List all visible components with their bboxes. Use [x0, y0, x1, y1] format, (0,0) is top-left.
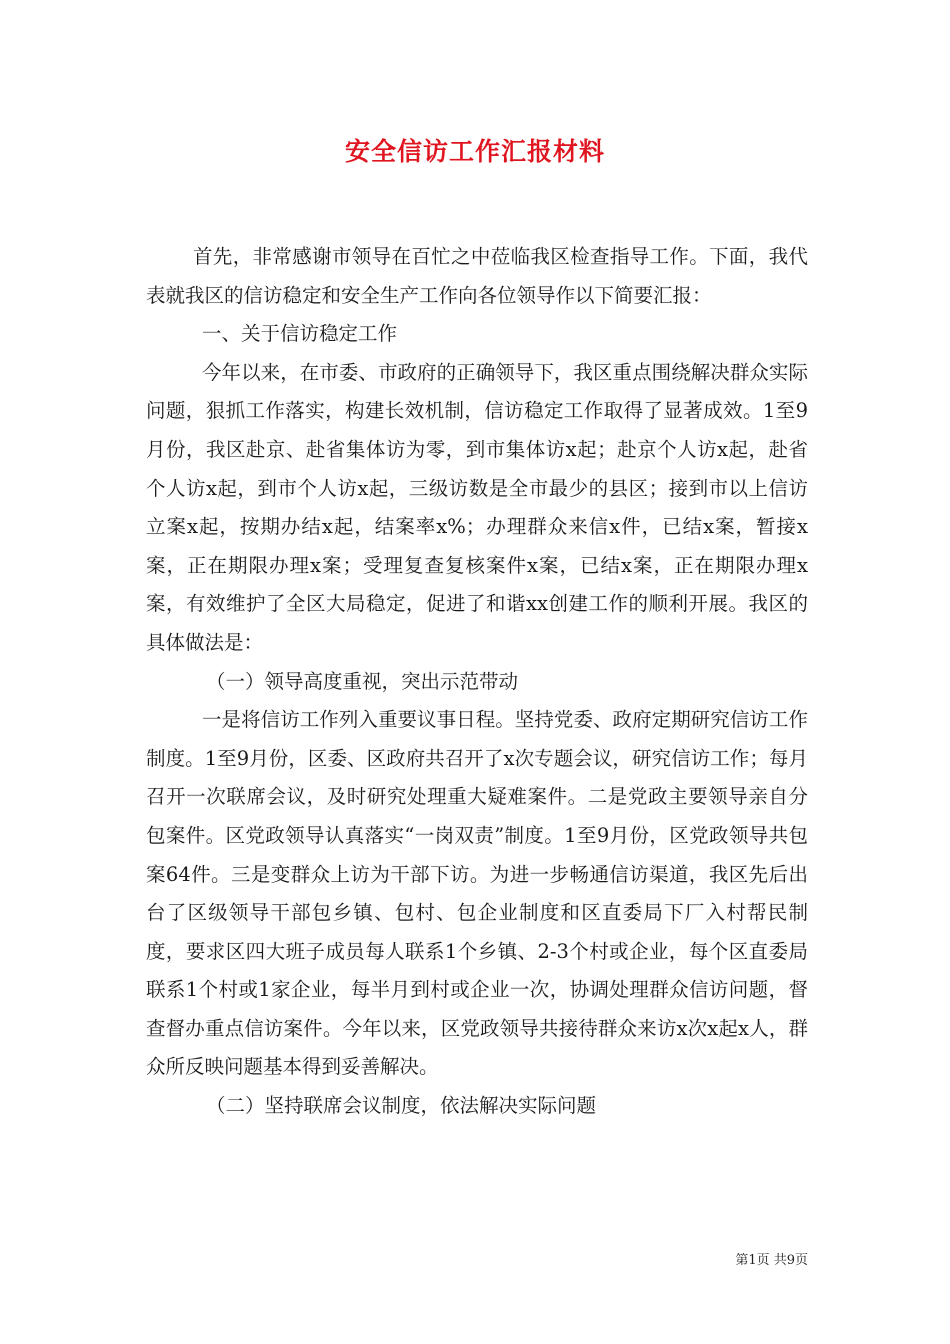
document-title: 安全信访工作汇报材料 [344, 137, 605, 166]
intro-paragraph: 首先，非常感谢市领导在百忙之中莅临我区检查指导工作。下面，我代表就我区的信访稳定和安全生产工作向各位领导作以下简要汇报： [146, 245, 808, 307]
page-number-footer: 第1页 共9页 [735, 1253, 808, 1268]
subsection-heading-2: （二）坚持联席会议制度，依法解决实际问题 [206, 1094, 597, 1118]
document-body [146, 238, 808, 1126]
body-paragraph-1: 今年以来，在市委、市政府的正确领导下，我区重点围绕解决群众实际问题，狠抓工作落实，构建长效机制，信访稳定工作取得了显著成效。1至9月份，我区赴京、赴省集体访为零，到市集体访x起；赴京个人访x起，赴省个人访x起，到市个人访x起，三级访数是全市最少的县区；接到市以上信访立案x起，按期办结x起，结案率x%；办理群众来信x件，已结x案，暂接x案，正在期限办理x案；受理复查复核案件x案，已结x案，正在期限办理x案，有效维护了全区大局稳定，促进了和谐xx创建工作的顺利开展。我区的具体做法是： [146, 360, 808, 654]
subsection-heading-1: （一）领导高度重视，突出示范带动 [206, 669, 519, 693]
section-heading-1: 一、关于信访稳定工作 [202, 322, 398, 346]
body-paragraph-2: 一是将信访工作列入重要议事日程。坚持党委、政府定期研究信访工作制度。1至9月份，区委、区政府共召开了x次专题会议，研究信访工作；每月召开一次联席会议，及时研究处理重大疑难案件。二是党政主要领导亲自分包案件。区党政领导认真落实“一岗双责”制度。1至9月份，区党政领导共包案64件。三是变群众上访为干部下访。为进一步畅通信访渠道，我区先后出台了区级领导干部包乡镇、包村、包企业制度和区直委局下厂入村帮民制度，要求区四大班子成员每人联系1个乡镇、2-3个村或企业，每个区直委局联系1个村或1家企业，每半月到村或企业一次，协调处理群众信访问题，督查督办重点信访案件。今年以来，区党政领导共接待群众来访x次x起x人，群众所反映问题基本得到妥善解决。 [146, 708, 808, 1079]
